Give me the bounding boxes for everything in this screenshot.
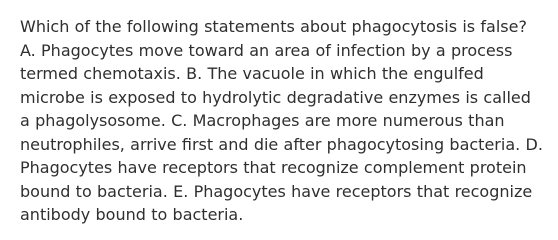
question-text: Which of the following statements about phagocytosis is false? A. Phagocytes move toward an area of infection by a process termed chemotaxis. B. The vacuole in which the engulfed microbe is exposed to hydrolytic degradative enzymes is called a phagolysosome. C. Macrophages are more numerous than neutrophiles, arrive first and die after phagocytosing bacteria. D. Phagocytes have receptors that recognize complement protein bound to bacteria. E. Phagocytes have receptors that recognize antibody bound to bacteria.	[20, 17, 543, 224]
